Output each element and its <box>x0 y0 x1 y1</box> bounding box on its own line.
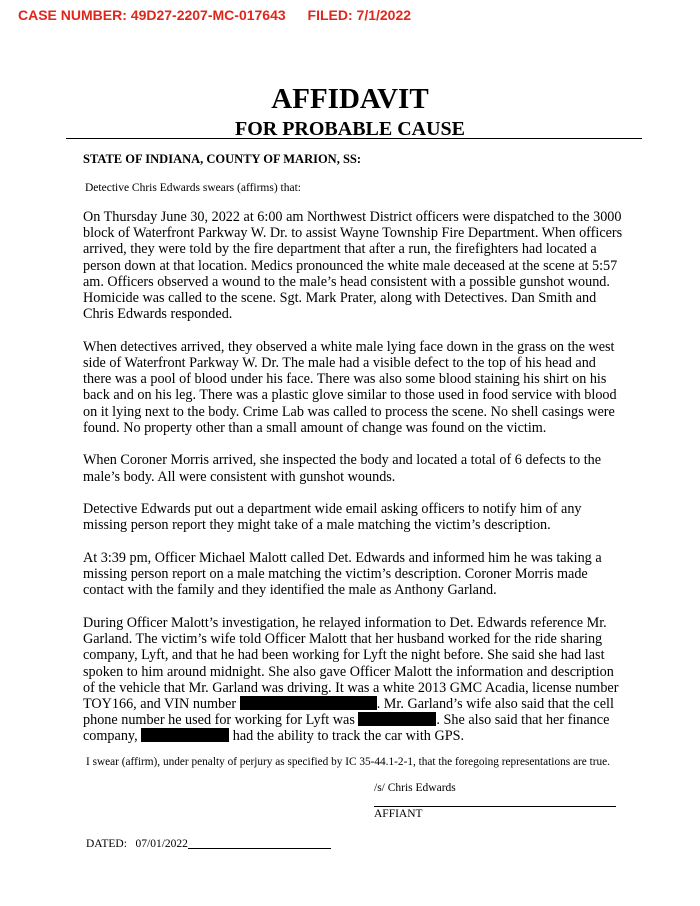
dated-value: 07/01/2022 <box>135 838 188 850</box>
signature: /s/ Chris Edwards <box>374 782 456 794</box>
paragraph-4: Detective Edwards put out a department wide email asking officers to notify him of any missing person report they might take of a male matching the victim’s description. <box>83 501 582 534</box>
state-county-line: STATE OF INDIANA, COUNTY OF MARION, SS: <box>83 152 362 166</box>
redaction-phone <box>358 712 436 726</box>
affiant-label: AFFIANT <box>374 808 423 820</box>
affidavit-body <box>83 209 623 761</box>
dated-line <box>86 837 331 850</box>
paragraph-6-part-c: . She also said that her finance company, <box>83 712 610 745</box>
redaction-vin <box>240 696 377 710</box>
case-number: CASE NUMBER: 49D27-2207-MC-017643 <box>18 7 286 23</box>
filed-date: FILED: 7/1/2022 <box>307 7 412 23</box>
paragraph-1: On Thursday June 30, 2022 at 6:00 am Northwest District officers were dispatched to the 3000 block of Waterfront Parkway W. Dr. to assist Wayne Township Fire Department. When officers arrived, they were told by the fire department that after a run, the firefighters had located a person down at that location. Medics pronounced the white male deceased at the scene at 5:57 am. Officers observed a wound to the male’s head consistent with a possible gunshot wound. Homicide was called to the scene. Sgt. Mark Prater, along with Detectives. Dan Smith and Chris Edwards responded. <box>83 209 623 323</box>
title-rule <box>66 138 642 139</box>
signature-line <box>374 806 616 807</box>
paragraph-2: When detectives arrived, they observed a white male lying face down in the grass on the west side of Waterfront Parkway W. Dr. The male had a visible defect to the top of his head and there was a pool of blood under his face. There was also some blood staining his shirt on his back and on his leg. There was a plastic glove similar to those used in food service with blood on it lying next to the body. Crime Lab was called to process the scene. No shell casings were found. No property other than a small amount of change was found on the victim. <box>83 338 617 436</box>
case-stamp <box>18 7 411 23</box>
document-title: AFFIDAVIT <box>271 83 429 115</box>
paragraph-6 <box>83 615 623 745</box>
paragraph-6-part-b: . Mr. Garland’s wife also said that the cell phone number he used for working for Lyft was <box>83 696 614 729</box>
dated-label: DATED: <box>86 838 127 850</box>
paragraph-6-part-a: During Officer Malott’s investigation, he relayed information to Det. Edwards reference Mr. Garland. The victim’s wife told Officer Malott that her husband worked for the ride sharing company, Lyft, and that he had been working for Lyft the night before. She said she had last spoken to him around midnight. She also gave Officer Malott the information and description of the vehicle that Mr. Garland was driving. It was a white 2013 GMC Acadia, license number TOY166, and VIN number <box>83 615 619 713</box>
perjury-statement: I swear (affirm), under penalty of perjury as specified by IC 35-44.1-2-1, that the foregoing representations are true. <box>86 756 610 768</box>
dated-underline <box>188 837 331 849</box>
document-subtitle: FOR PROBABLE CAUSE <box>234 118 466 140</box>
paragraph-5: At 3:39 pm, Officer Michael Malott called Det. Edwards and informed him he was taking a missing person report on a male matching the victim’s description. Coroner Morris made contact with the family and they identified the male as Anthony Garland. <box>83 550 602 599</box>
redaction-finance-company <box>141 728 229 742</box>
paragraph-3: When Coroner Morris arrived, she inspected the body and located a total of 6 defects to the male’s body. All were consistent with gunshot wounds. <box>83 452 602 485</box>
swears-line: Detective Chris Edwards swears (affirms) that: <box>85 182 301 194</box>
paragraph-6-part-d: had the ability to track the car with GPS. <box>232 728 465 745</box>
